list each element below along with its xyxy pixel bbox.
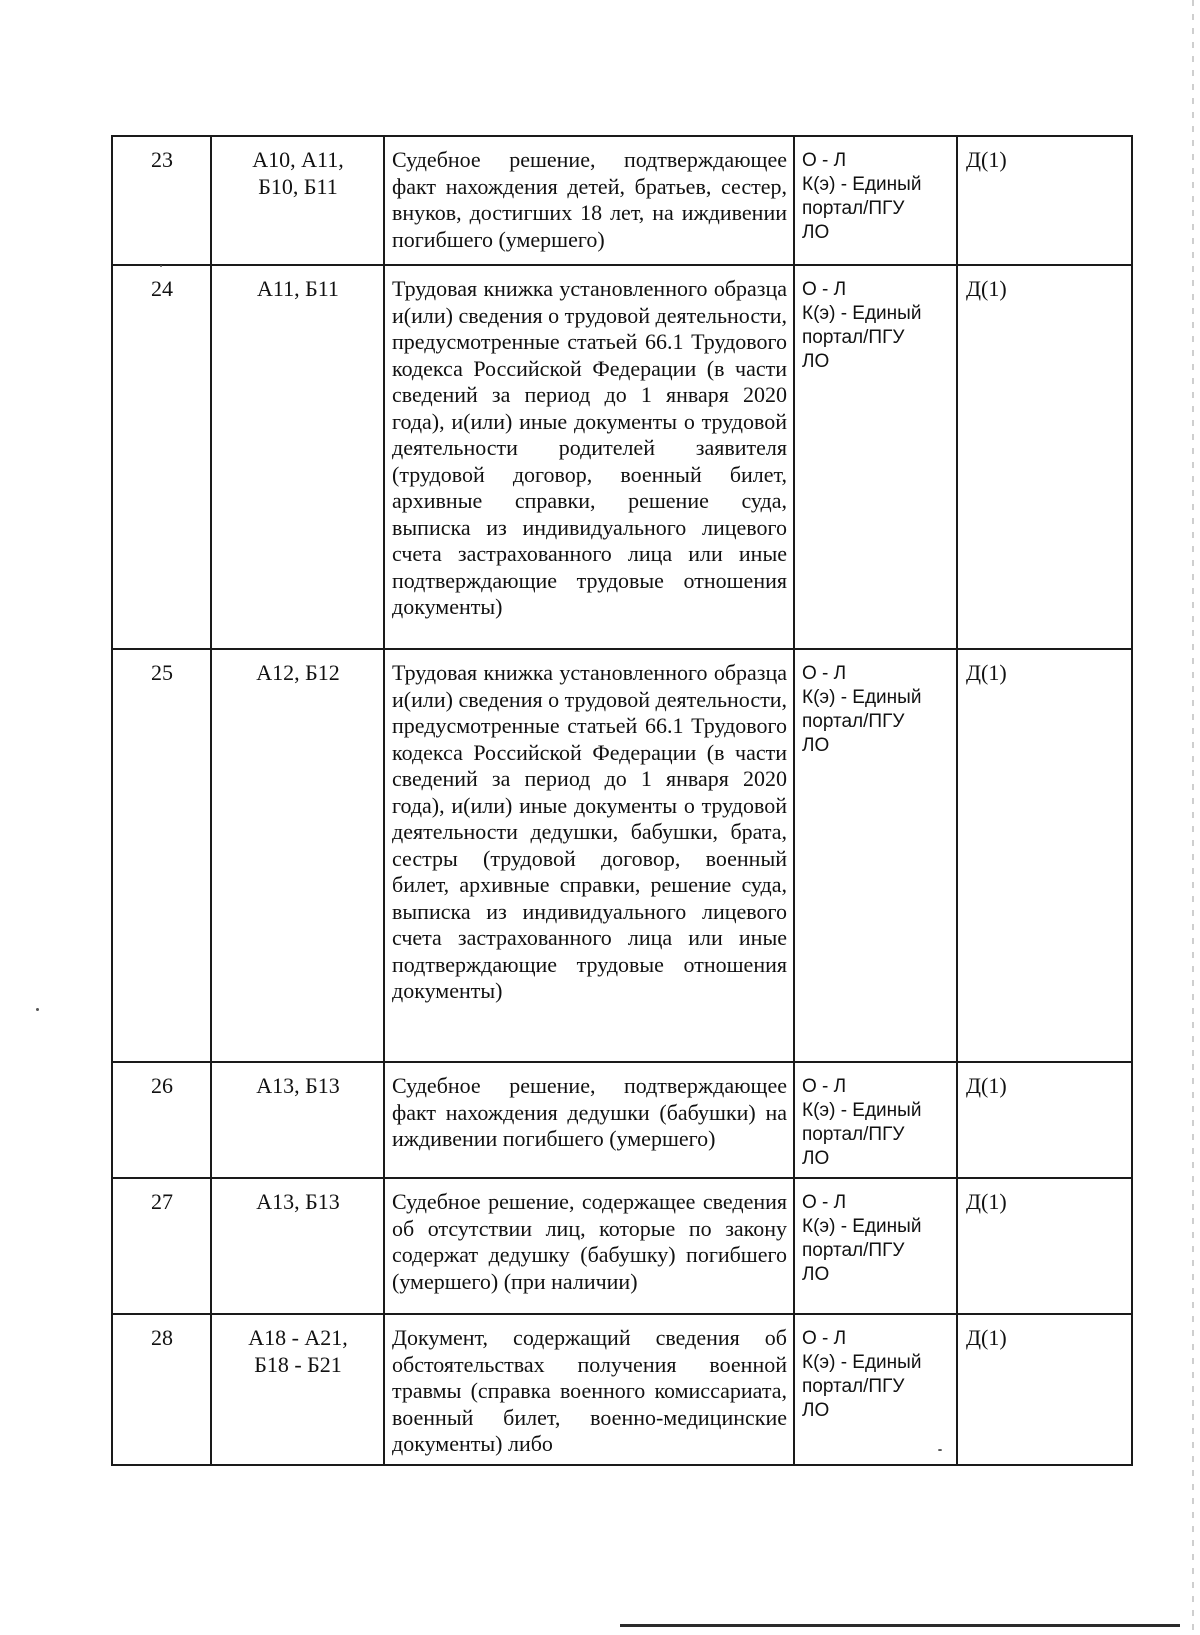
document-description: Судебное решение, содержащее сведения об отсутствии лиц, которые по закону содержат дедушку (бабушку) погибшего (умершего) (при наличии)	[384, 1178, 794, 1314]
source-line: К(э) - Единый	[802, 1100, 922, 1121]
applicant-codes	[211, 1062, 384, 1178]
document-description: Трудовая книжка установленного образца и(или) сведения о трудовой деятельности, предусмотренные статьей 66.1 Трудового кодекса Российской Федерации (в части сведений за период до 1 января 2020 года), и(или) иные документы о трудовой деятельности родителей заявителя (трудовой договор, военный билет, архивные справки, решение суда, выписка из индивидуального лицевого счета застрахованного лица или иные подтверждающие трудовые отношения документы)	[384, 265, 794, 649]
source-line: О - Л	[802, 279, 847, 300]
table-row	[112, 265, 1132, 649]
document-mark: Д(1)	[957, 136, 1132, 265]
applicant-codes	[211, 1314, 384, 1465]
source-line: ЛО	[802, 222, 830, 243]
table-row	[112, 1062, 1132, 1178]
code-line: Б18 - Б21	[254, 1351, 342, 1377]
applicant-codes	[211, 265, 384, 649]
code-line: Б10, Б11	[258, 173, 338, 199]
source-line: портал/ПГУ	[802, 198, 905, 219]
source-line: портал/ПГУ	[802, 1376, 905, 1397]
row-number: 25	[112, 649, 211, 1062]
row-number: 28	[112, 1314, 211, 1465]
scan-speck	[36, 1008, 39, 1011]
code-line: А13, Б13	[256, 1189, 340, 1214]
applicant-codes	[211, 1178, 384, 1314]
source-line: портал/ПГУ	[802, 1240, 905, 1261]
document-mark: Д(1)	[957, 265, 1132, 649]
table-row	[112, 1314, 1132, 1465]
source-line: О - Л	[802, 1328, 847, 1349]
source-line: ЛО	[802, 735, 830, 756]
code-line: А18 - А21,	[248, 1325, 348, 1350]
applicant-codes	[211, 649, 384, 1062]
source-line: О - Л	[802, 150, 847, 171]
row-number: 23	[112, 136, 211, 265]
source-line: К(э) - Единый	[802, 1352, 922, 1373]
document-mark: Д(1)	[957, 1178, 1132, 1314]
source-line: портал/ПГУ	[802, 711, 905, 732]
source-line: портал/ПГУ	[802, 1124, 905, 1145]
code-line: А10, А11,	[252, 147, 344, 172]
submission-source	[794, 1062, 957, 1178]
document-mark: Д(1)	[957, 1314, 1132, 1465]
row-number: 24	[112, 265, 211, 649]
submission-source	[794, 1178, 957, 1314]
source-line: ЛО	[802, 351, 830, 372]
table-row	[112, 136, 1132, 265]
applicant-codes	[211, 136, 384, 265]
source-line: К(э) - Единый	[802, 303, 922, 324]
source-line: К(э) - Единый	[802, 174, 922, 195]
submission-source	[794, 649, 957, 1062]
document-mark: Д(1)	[957, 649, 1132, 1062]
submission-source	[794, 265, 957, 649]
document-description: Трудовая книжка установленного образца и(или) сведения о трудовой деятельности, предусмотренные статьей 66.1 Трудового кодекса Российской Федерации (в части сведений за период до 1 января 2020 года), и(или) иные документы о трудовой деятельности дедушки, бабушки, брата, сестры (трудовой договор, военный билет, архивные справки, решение суда, выписка из индивидуального лицевого счета застрахованного лица или иные подтверждающие трудовые отношения документы)	[384, 649, 794, 1062]
code-line: А11, Б11	[257, 276, 339, 301]
source-line: О - Л	[802, 663, 847, 684]
table-row	[112, 649, 1132, 1062]
submission-source	[794, 136, 957, 265]
document-mark: Д(1)	[957, 1062, 1132, 1178]
document-description: Судебное решение, подтверждающее факт нахождения детей, братьев, сестер, внуков, достигших 18 лет, на иждивении погибшего (умершего)	[384, 136, 794, 265]
source-line: ЛО	[802, 1148, 830, 1169]
source-line: ЛО	[802, 1264, 830, 1285]
documents-table	[111, 135, 1133, 1466]
source-line: портал/ПГУ	[802, 327, 905, 348]
document-description: Документ, содержащий сведения об обстоятельствах получения военной травмы (справка военного комиссариата, военный билет, военно-медицинские документы) либо	[384, 1314, 794, 1465]
row-number: 27	[112, 1178, 211, 1314]
source-line: О - Л	[802, 1192, 847, 1213]
code-line: А13, Б13	[256, 1073, 340, 1098]
scan-bottom-edge	[620, 1624, 1180, 1627]
row-number: 26	[112, 1062, 211, 1178]
source-line: О - Л	[802, 1076, 847, 1097]
scan-edge-artifact	[1192, 0, 1194, 1635]
source-line: ЛО	[802, 1400, 830, 1421]
source-line: К(э) - Единый	[802, 687, 922, 708]
source-line: К(э) - Единый	[802, 1216, 922, 1237]
scan-speck	[938, 1449, 942, 1451]
table-row	[112, 1178, 1132, 1314]
submission-source	[794, 1314, 957, 1465]
document-description: Судебное решение, подтверждающее факт нахождения дедушки (бабушки) на иждивении погибшего (умершего)	[384, 1062, 794, 1178]
code-line: А12, Б12	[256, 660, 340, 685]
scan-speck	[160, 265, 162, 267]
